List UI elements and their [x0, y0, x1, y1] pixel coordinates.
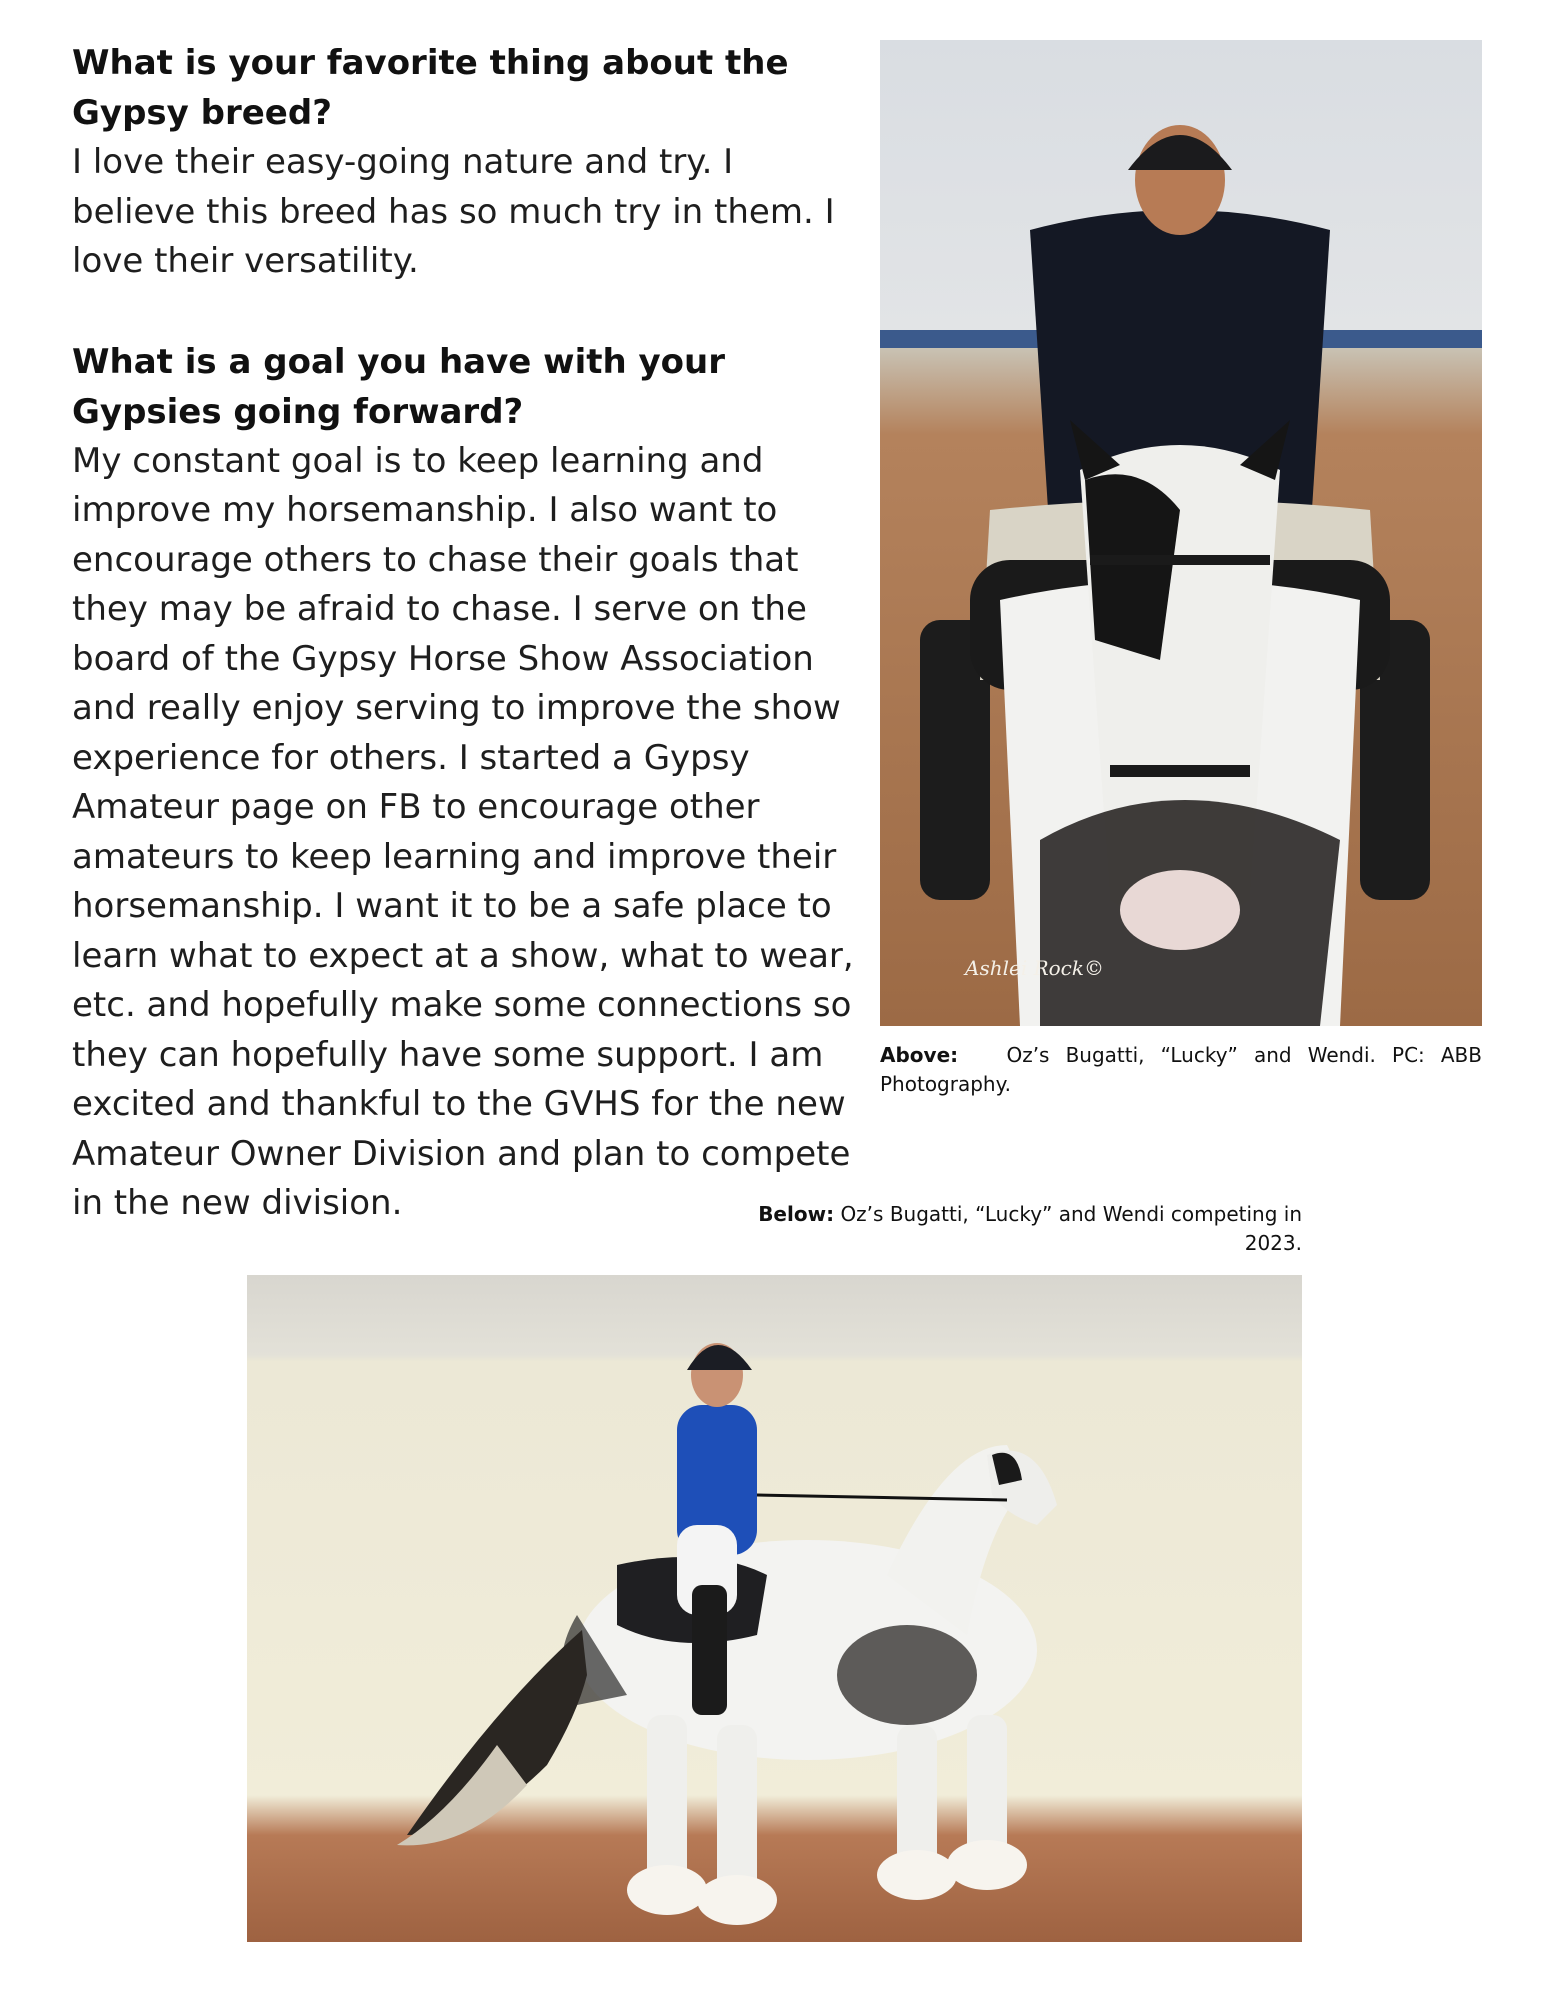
- horse-hind-leg-1: [647, 1715, 687, 1885]
- caption-top-text: Oz’s Bugatti, “Lucky” and Wendi. PC: ABB Photography.: [880, 1043, 1483, 1096]
- caption-top-label: Above:: [880, 1043, 959, 1067]
- photo-watermark: Ashlei Rock©: [965, 956, 1104, 980]
- horse-feathering-2: [697, 1875, 777, 1925]
- caption-bottom-label: Below:: [758, 1202, 835, 1226]
- horse-hind-leg-2: [717, 1725, 757, 1895]
- photo-rider-side-illustration: [247, 1275, 1302, 1942]
- question-goal: What is a goal you have with your Gypsies going forward?: [72, 341, 726, 432]
- horse-shoulder-marking: [837, 1625, 977, 1725]
- rider-helmet: [687, 1345, 752, 1370]
- spacer: [72, 287, 862, 337]
- horse-feathering-4: [947, 1840, 1027, 1890]
- interview-text: [72, 38, 862, 1229]
- answer-favorite-thing: I love their easy-going nature and try. I believe this breed has so much try in them. I love their versatility.: [72, 142, 835, 281]
- photo-rider-side-view: [247, 1275, 1302, 1942]
- horse-muzzle: [1120, 870, 1240, 950]
- bridle-noseband: [1110, 765, 1250, 777]
- bridle-browband: [1090, 555, 1270, 565]
- question-favorite-thing: What is your favorite thing about the Gypsy breed?: [72, 43, 789, 133]
- photo-rider-front-view: [880, 40, 1482, 1026]
- photo-rider-front-illustration: [880, 40, 1482, 1026]
- rider-helmet: [1128, 135, 1232, 170]
- caption-bottom-text: Oz’s Bugatti, “Lucky” and Wendi competing in 2023.: [840, 1202, 1302, 1255]
- horse-feathering-1: [627, 1865, 707, 1915]
- horse-feathering-3: [877, 1850, 957, 1900]
- caption-bottom-photo: [755, 1200, 1302, 1258]
- caption-top-photo: [880, 1041, 1482, 1099]
- answer-goal: My constant goal is to keep learning and improve my horsemanship. I also want to encourage others to chase their goals that they may be afraid to chase. I serve on the board of the Gypsy Horse Show Association and really enjoy serving to improve the show experience for others. I started a Gypsy Amateur page on FB to encourage other amateurs to keep learning and improve their horsemanship. I want it to be a safe place to learn what to expect at a show, what to wear, etc. and hopefully make some connections so they can hopefully have some support. I am excited and thankful to the GVHS for the new Amateur Owner Division and plan to compete in the new division.: [72, 440, 854, 1223]
- rider-boot: [692, 1585, 727, 1715]
